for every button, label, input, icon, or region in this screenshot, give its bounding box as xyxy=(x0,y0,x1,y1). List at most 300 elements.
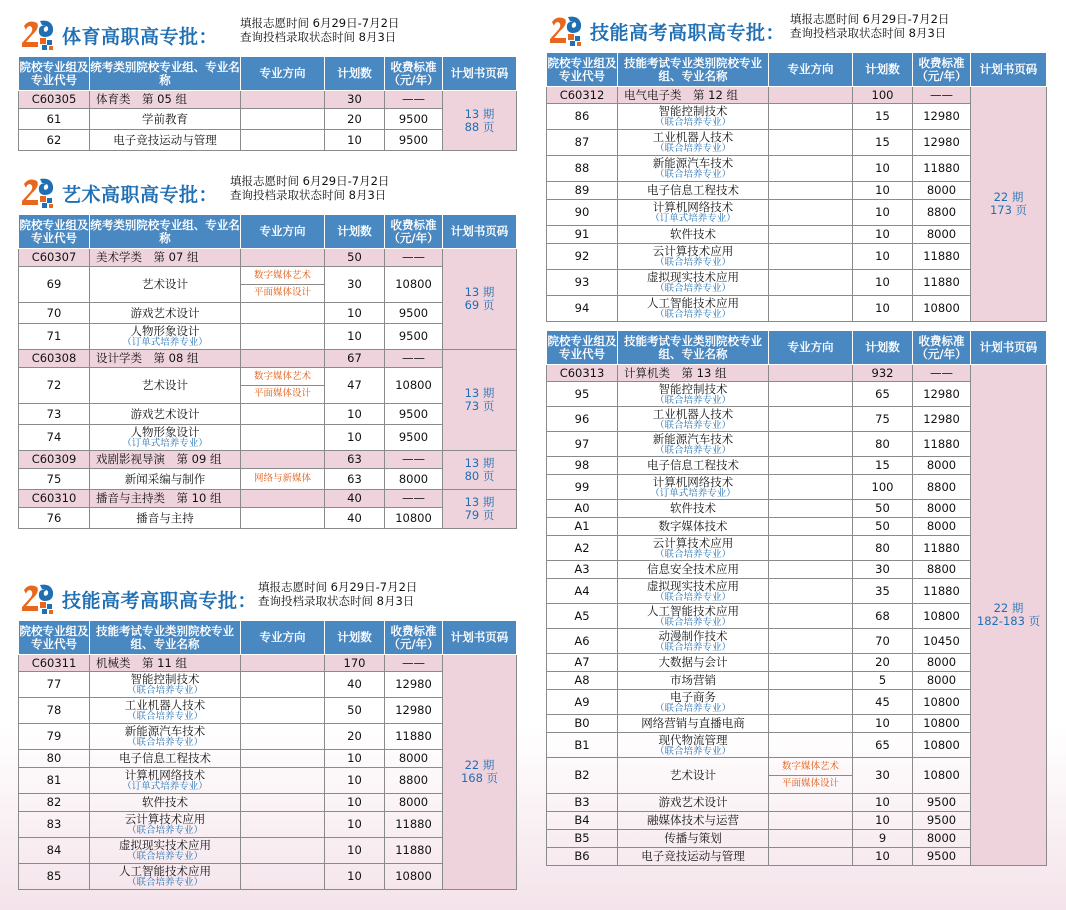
major-name-text: 信息安全技术应用 xyxy=(647,562,739,576)
major-name-text: 云计算技术应用 xyxy=(652,244,734,258)
major-name-text: 电子竞技运动与管理 xyxy=(641,849,745,863)
major-fee: 11880 xyxy=(913,244,971,270)
plan-book-page: 22 期 168 页 xyxy=(443,655,517,890)
major-name xyxy=(618,156,769,182)
major-code: 77 xyxy=(19,672,90,698)
header-fee: 收费标准（元/年） xyxy=(913,53,971,87)
group-row xyxy=(19,655,517,672)
major-note: （联合培养专业） xyxy=(654,419,731,431)
major-fee: 10800 xyxy=(385,368,443,404)
major-plan: 47 xyxy=(325,368,385,404)
major-code: B4 xyxy=(547,812,618,830)
major-name-text: 人工智能技术应用 xyxy=(647,296,739,310)
major-name-text: 虚拟现实技术应用 xyxy=(119,838,211,852)
major-direction xyxy=(769,244,853,270)
major-fee: 10450 xyxy=(913,629,971,654)
major-code: 72 xyxy=(19,368,90,404)
major-note: （联合培养专业） xyxy=(126,851,203,862)
group-code: C60305 xyxy=(19,91,90,109)
major-note: （订单式培养专业） xyxy=(122,438,208,449)
major-note: （联合培养专业） xyxy=(654,616,731,628)
group-direction xyxy=(769,365,853,382)
major-code: 79 xyxy=(19,724,90,750)
major-direction xyxy=(241,672,325,698)
major-fee: 9500 xyxy=(385,404,443,425)
major-name xyxy=(90,838,241,864)
header-plan: 计划数 xyxy=(325,57,385,91)
major-note: （联合培养专业） xyxy=(654,169,731,180)
major-name xyxy=(618,830,769,848)
major-name xyxy=(618,579,769,604)
major-code: B5 xyxy=(547,830,618,848)
major-name-text: 游戏艺术设计 xyxy=(658,795,728,809)
major-plan: 50 xyxy=(325,698,385,724)
major-code: A8 xyxy=(547,672,618,690)
major-plan: 10 xyxy=(325,812,385,838)
major-plan: 68 xyxy=(853,604,913,629)
section-skill-mechanical xyxy=(18,580,516,890)
header-page: 计划书页码 xyxy=(971,331,1047,365)
section-skill-computer xyxy=(546,330,1046,866)
table-row xyxy=(19,698,517,724)
major-name-text: 虚拟现实技术应用 xyxy=(647,578,739,593)
major-plan: 10 xyxy=(325,794,385,812)
group-row xyxy=(19,490,517,508)
major-note: （联合培养专业） xyxy=(126,711,203,722)
major-plan: 10 xyxy=(325,864,385,890)
major-note: （联合培养专业） xyxy=(654,591,731,603)
major-fee: 11880 xyxy=(913,536,971,561)
major-fee: 8000 xyxy=(913,226,971,244)
major-fee: 9500 xyxy=(385,324,443,350)
major-plan: 65 xyxy=(853,382,913,407)
major-direction xyxy=(769,270,853,296)
major-direction xyxy=(769,296,853,322)
query-date: 查询投档录取状态时间 8月3日 xyxy=(240,30,397,44)
major-note: （联合培养专业） xyxy=(126,825,203,836)
header-plan: 计划数 xyxy=(325,215,385,249)
major-name xyxy=(618,270,769,296)
major-plan: 80 xyxy=(853,536,913,561)
fill-date: 填报志愿时间 6月29日-7月2日 xyxy=(240,16,400,30)
major-code: A6 xyxy=(547,629,618,654)
major-fee: 8800 xyxy=(385,768,443,794)
major-name xyxy=(90,130,241,151)
table-row xyxy=(19,425,517,451)
major-plan: 10 xyxy=(853,226,913,244)
major-code: 95 xyxy=(547,382,618,407)
group-name: 设计学类 第 08 组 xyxy=(90,350,241,368)
query-date: 查询投档录取状态时间 8月3日 xyxy=(258,594,415,608)
major-direction xyxy=(769,758,853,794)
major-code: B1 xyxy=(547,733,618,758)
plan-book-page: 13 期 69 页 xyxy=(443,249,517,350)
query-date: 查询投档录取状态时间 8月3日 xyxy=(790,26,947,40)
section-title: 体育高职高专批： xyxy=(62,26,219,48)
major-plan: 20 xyxy=(325,109,385,130)
direction-item: 平面媒体设计 xyxy=(241,385,324,402)
major-name xyxy=(618,758,769,794)
plan-book-page: 13 期 88 页 xyxy=(443,91,517,151)
section-dates xyxy=(258,580,417,608)
major-name xyxy=(618,794,769,812)
major-direction xyxy=(769,629,853,654)
group-plan: 30 xyxy=(325,91,385,109)
major-name-text: 工业机器人技术 xyxy=(652,130,734,144)
major-code: A1 xyxy=(547,518,618,536)
major-plan: 15 xyxy=(853,457,913,475)
group-code: C60311 xyxy=(19,655,90,672)
major-note: （订单式培养专业） xyxy=(122,781,208,792)
header-fee: 收费标准（元/年） xyxy=(385,215,443,249)
major-fee: 10800 xyxy=(385,864,443,890)
group-direction xyxy=(241,655,325,672)
major-name xyxy=(90,267,241,303)
major-name xyxy=(618,432,769,457)
major-plan: 10 xyxy=(853,794,913,812)
major-name-text: 融媒体技术与运营 xyxy=(647,813,739,827)
major-code: 62 xyxy=(19,130,90,151)
major-note: （联合培养专业） xyxy=(126,737,203,748)
group-row xyxy=(19,91,517,109)
header-category: 技能考试专业类别院校专业组、专业名称 xyxy=(90,621,241,655)
table-header-row xyxy=(547,53,1047,87)
group-code: C60309 xyxy=(19,451,90,469)
major-name xyxy=(618,407,769,432)
major-fee: 10800 xyxy=(913,733,971,758)
major-fee: 10800 xyxy=(913,604,971,629)
major-plan: 30 xyxy=(853,758,913,794)
major-direction xyxy=(769,579,853,604)
major-fee: 8800 xyxy=(913,561,971,579)
major-name-text: 学前教育 xyxy=(142,111,188,126)
major-name-text: 人工智能技术应用 xyxy=(119,864,211,878)
group-name: 播音与主持类 第 10 组 xyxy=(90,490,241,508)
major-direction xyxy=(241,303,325,324)
major-fee: 12980 xyxy=(385,672,443,698)
major-direction xyxy=(241,794,325,812)
major-fee: 11880 xyxy=(385,724,443,750)
major-direction xyxy=(769,182,853,200)
header-category: 技能考试专业类别院校专业组、专业名称 xyxy=(618,53,769,87)
major-note: （联合培养专业） xyxy=(654,444,731,456)
major-name xyxy=(618,733,769,758)
major-direction xyxy=(769,733,853,758)
major-name-text: 大数据与会计 xyxy=(658,655,728,669)
major-direction xyxy=(241,698,325,724)
major-name xyxy=(618,130,769,156)
major-name-text: 软件技术 xyxy=(670,501,716,515)
major-name xyxy=(618,672,769,690)
major-direction xyxy=(241,750,325,768)
group-direction xyxy=(241,350,325,368)
fill-date: 填报志愿时间 6月29日-7月2日 xyxy=(790,12,950,26)
table-row xyxy=(19,109,517,130)
major-note: （联合培养专业） xyxy=(654,641,731,653)
group-code: C60310 xyxy=(19,490,90,508)
major-plan: 10 xyxy=(853,812,913,830)
major-note: （联合培养专业） xyxy=(654,702,731,714)
major-name xyxy=(90,508,241,529)
major-plan: 20 xyxy=(853,654,913,672)
header-category: 技能考试专业类别院校专业组、专业名称 xyxy=(618,331,769,365)
header-plan: 计划数 xyxy=(853,331,913,365)
major-name xyxy=(90,404,241,425)
major-name-text: 新能源汽车技术 xyxy=(652,431,734,446)
header-fee: 收费标准（元/年） xyxy=(913,331,971,365)
major-code: B0 xyxy=(547,715,618,733)
major-name xyxy=(618,475,769,500)
major-name-text: 艺术设计 xyxy=(142,277,188,291)
major-code: 82 xyxy=(19,794,90,812)
group-name: 计算机类 第 13 组 xyxy=(618,365,769,382)
major-note: （订单式培养专业） xyxy=(122,337,208,348)
major-code: 89 xyxy=(547,182,618,200)
group-name: 戏剧影视导演 第 09 组 xyxy=(90,451,241,469)
major-direction xyxy=(241,812,325,838)
major-code: B3 xyxy=(547,794,618,812)
major-name xyxy=(618,182,769,200)
major-name xyxy=(90,303,241,324)
major-name xyxy=(618,690,769,715)
major-fee: 10800 xyxy=(913,296,971,322)
major-name-text: 人物形象设计 xyxy=(130,425,200,439)
header-page: 计划书页码 xyxy=(443,215,517,249)
major-note: （联合培养专业） xyxy=(654,257,731,268)
major-code: 85 xyxy=(19,864,90,890)
major-fee: 10800 xyxy=(913,715,971,733)
major-name xyxy=(90,109,241,130)
section-title: 技能高考高职高专批： xyxy=(590,22,786,44)
major-plan: 30 xyxy=(325,267,385,303)
header-direction: 专业方向 xyxy=(769,331,853,365)
table-row xyxy=(19,812,517,838)
major-direction xyxy=(769,457,853,475)
major-plan: 40 xyxy=(325,508,385,529)
major-code: 86 xyxy=(547,104,618,130)
major-name-text: 动漫制作技术 xyxy=(658,628,728,643)
major-plan: 10 xyxy=(853,848,913,866)
major-name-text: 智能控制技术 xyxy=(130,672,200,686)
major-note: （联合培养专业） xyxy=(126,685,203,696)
major-name-text: 工业机器人技术 xyxy=(124,698,206,712)
group-fee: —— xyxy=(385,451,443,469)
major-fee: 10800 xyxy=(385,267,443,303)
major-fee: 9500 xyxy=(385,109,443,130)
major-fee: 11880 xyxy=(913,270,971,296)
table-row xyxy=(19,267,517,303)
major-name-text: 人工智能技术应用 xyxy=(647,603,739,618)
major-name xyxy=(618,200,769,226)
header-plan: 计划数 xyxy=(853,53,913,87)
major-code: 96 xyxy=(547,407,618,432)
admission-table xyxy=(18,620,517,890)
admission-table xyxy=(18,56,517,151)
table-row xyxy=(19,368,517,404)
group-plan: 67 xyxy=(325,350,385,368)
major-code: A7 xyxy=(547,654,618,672)
section-header xyxy=(546,12,1046,52)
major-direction xyxy=(241,368,325,404)
major-fee: 8000 xyxy=(913,672,971,690)
major-direction xyxy=(241,724,325,750)
table-row xyxy=(19,864,517,890)
major-fee: 9500 xyxy=(913,812,971,830)
header-page: 计划书页码 xyxy=(443,57,517,91)
major-code: 94 xyxy=(547,296,618,322)
major-fee: 9500 xyxy=(385,425,443,451)
major-code: 92 xyxy=(547,244,618,270)
group-name: 美术学类 第 07 组 xyxy=(90,249,241,267)
major-code: A3 xyxy=(547,561,618,579)
major-code: A0 xyxy=(547,500,618,518)
group-direction xyxy=(241,490,325,508)
major-name-text: 计算机网络技术 xyxy=(652,200,734,214)
major-code: B2 xyxy=(547,758,618,794)
major-note: （联合培养专业） xyxy=(126,877,203,888)
group-row xyxy=(547,365,1047,382)
header-page: 计划书页码 xyxy=(971,53,1047,87)
major-plan: 40 xyxy=(325,672,385,698)
table-row xyxy=(19,324,517,350)
major-fee: 8000 xyxy=(913,500,971,518)
major-plan: 10 xyxy=(853,296,913,322)
major-code: 98 xyxy=(547,457,618,475)
major-plan: 70 xyxy=(853,629,913,654)
major-code: 93 xyxy=(547,270,618,296)
table-row xyxy=(19,404,517,425)
major-plan: 10 xyxy=(325,425,385,451)
header-fee: 收费标准（元/年） xyxy=(385,621,443,655)
table-header-row xyxy=(19,57,517,91)
major-name xyxy=(618,244,769,270)
major-name-text: 智能控制技术 xyxy=(658,104,728,118)
major-code: 76 xyxy=(19,508,90,529)
major-code: 70 xyxy=(19,303,90,324)
major-name-text: 软件技术 xyxy=(670,227,716,241)
header-page: 计划书页码 xyxy=(443,621,517,655)
major-name-text: 电子信息工程技术 xyxy=(647,458,739,472)
major-fee: 11880 xyxy=(385,812,443,838)
major-code: A2 xyxy=(547,536,618,561)
major-plan: 45 xyxy=(853,690,913,715)
direction-item: 数字媒体艺术 xyxy=(781,761,839,772)
header-direction: 专业方向 xyxy=(769,53,853,87)
table-header-row xyxy=(19,621,517,655)
direction-item: 平面媒体设计 xyxy=(241,284,324,301)
admission-table xyxy=(546,330,1047,866)
fill-date: 填报志愿时间 6月29日-7月2日 xyxy=(258,580,418,594)
major-direction xyxy=(769,432,853,457)
header-direction: 专业方向 xyxy=(241,215,325,249)
table-row xyxy=(19,130,517,151)
major-code: 75 xyxy=(19,469,90,490)
group-direction xyxy=(769,87,853,104)
major-fee: 8000 xyxy=(913,830,971,848)
major-name xyxy=(90,794,241,812)
major-name xyxy=(618,518,769,536)
group-code: C60312 xyxy=(547,87,618,104)
group-code: C60313 xyxy=(547,365,618,382)
major-name xyxy=(618,715,769,733)
major-fee: 10800 xyxy=(913,690,971,715)
major-fee: 8000 xyxy=(913,654,971,672)
major-plan: 30 xyxy=(853,561,913,579)
major-name-text: 传播与策划 xyxy=(664,831,722,845)
table-row xyxy=(19,724,517,750)
major-direction xyxy=(769,382,853,407)
major-name xyxy=(90,425,241,451)
major-fee: 10800 xyxy=(913,758,971,794)
major-fee: 9500 xyxy=(385,303,443,324)
major-code: A9 xyxy=(547,690,618,715)
major-direction xyxy=(769,848,853,866)
major-fee: 9500 xyxy=(385,130,443,151)
major-direction xyxy=(241,838,325,864)
group-plan: 100 xyxy=(853,87,913,104)
major-plan: 10 xyxy=(853,182,913,200)
major-name xyxy=(90,368,241,404)
major-direction xyxy=(769,794,853,812)
major-name-text: 新能源汽车技术 xyxy=(124,724,206,738)
major-direction xyxy=(769,475,853,500)
major-name-text: 智能控制技术 xyxy=(658,381,728,396)
table-header-row xyxy=(19,215,517,249)
major-note: （联合培养专业） xyxy=(654,117,731,128)
major-name-text: 游戏艺术设计 xyxy=(130,305,200,320)
major-fee: 8000 xyxy=(913,518,971,536)
major-plan: 10 xyxy=(325,404,385,425)
major-name xyxy=(618,104,769,130)
major-direction xyxy=(769,604,853,629)
major-note: （联合培养专业） xyxy=(654,394,731,406)
direction-item: 网络与新媒体 xyxy=(253,473,311,484)
major-name-text: 艺术设计 xyxy=(142,378,188,392)
table-row xyxy=(19,469,517,490)
major-name xyxy=(90,469,241,490)
major-name-text: 工业机器人技术 xyxy=(652,406,734,421)
major-code: 80 xyxy=(19,750,90,768)
major-name xyxy=(618,500,769,518)
major-plan: 80 xyxy=(853,432,913,457)
section-dates xyxy=(240,16,399,44)
major-name xyxy=(618,812,769,830)
major-code: 73 xyxy=(19,404,90,425)
table-row xyxy=(19,672,517,698)
group-code: C60307 xyxy=(19,249,90,267)
major-plan: 20 xyxy=(325,724,385,750)
major-plan: 15 xyxy=(853,104,913,130)
major-plan: 10 xyxy=(325,838,385,864)
group-fee: —— xyxy=(385,655,443,672)
major-direction xyxy=(241,404,325,425)
major-name xyxy=(90,698,241,724)
major-note: （联合培养专业） xyxy=(654,745,731,757)
major-fee: 11880 xyxy=(385,838,443,864)
group-row xyxy=(19,451,517,469)
header-plan: 计划数 xyxy=(325,621,385,655)
major-name xyxy=(90,864,241,890)
major-name-text: 计算机网络技术 xyxy=(652,474,734,489)
major-fee: 8000 xyxy=(385,750,443,768)
table-row xyxy=(19,303,517,324)
plan-book-page: 22 期 173 页 xyxy=(971,87,1047,322)
major-plan: 35 xyxy=(853,579,913,604)
major-plan: 10 xyxy=(325,324,385,350)
header-code: 院校专业组及专业代号 xyxy=(19,215,90,249)
major-plan: 65 xyxy=(853,733,913,758)
major-code: 91 xyxy=(547,226,618,244)
